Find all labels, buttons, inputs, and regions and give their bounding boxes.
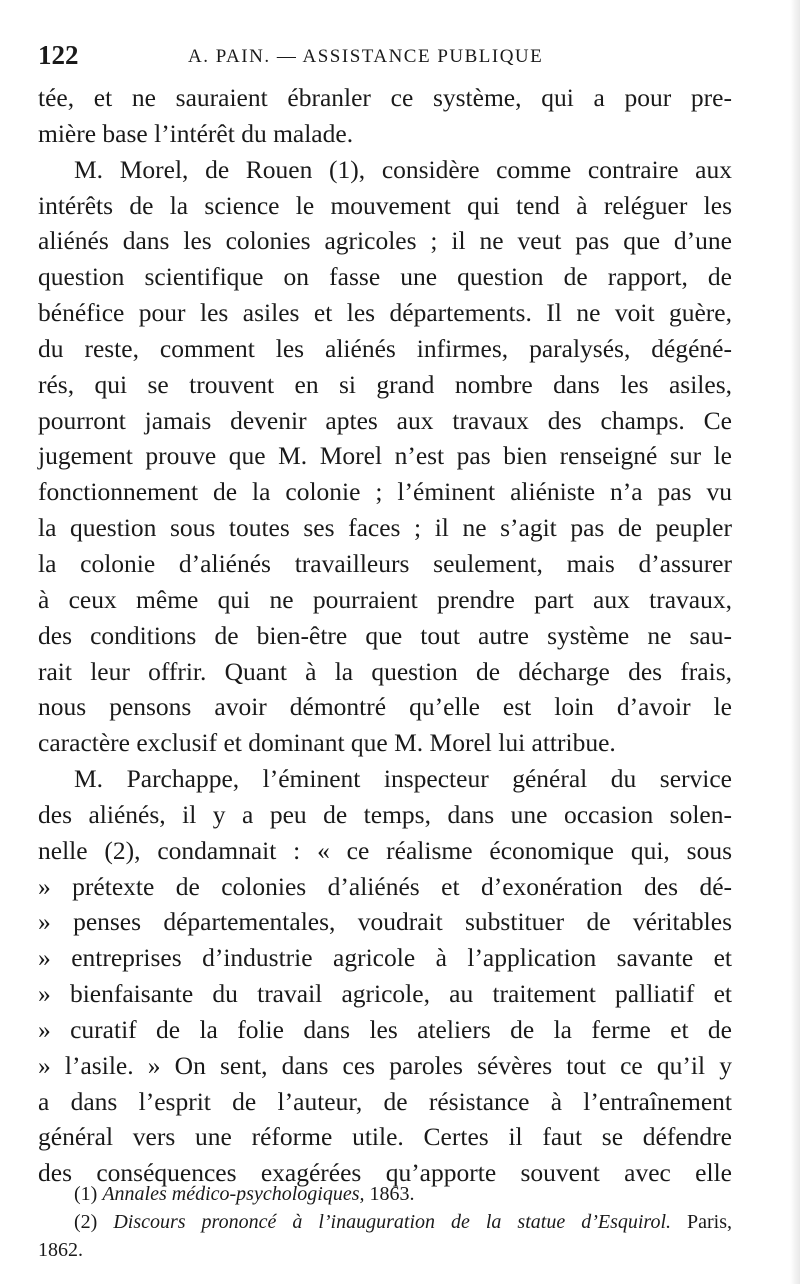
text-line: des conditions de bien-être que tout autre système ne sau- <box>38 620 732 650</box>
text-line: des conséquences exagérées qu’apporte souvent avec elle <box>38 1158 732 1188</box>
text-line: la colonie d’aliénés travailleurs seulement, mais d’assurer <box>38 548 732 578</box>
footnote-1 <box>38 1180 732 1208</box>
text-line: fonctionnement de la colonie ; l’éminent aliéniste n’a pas vu <box>38 477 732 507</box>
text-line: la question sous toutes ses faces ; il ne s’agit pas de peupler <box>38 513 732 543</box>
text-line: pourront jamais devenir aptes aux travaux des champs. Ce <box>38 405 732 435</box>
text-line: des aliénés, il y a peu de temps, dans une occasion solen- <box>38 799 732 829</box>
text-line: bénéfice pour les asiles et les départements. Il ne voit guère, <box>38 298 732 328</box>
footnote-2-continuation <box>38 1236 732 1264</box>
text-line: » l’asile. » On sent, dans ces paroles sévères tout ce qu’il y <box>38 1050 732 1080</box>
text-line: nous pensons avoir démontré qu’elle est loin d’avoir le <box>38 692 732 722</box>
text-line: M. Parchappe, l’éminent inspecteur général du service <box>74 764 732 794</box>
text-line: caractère exclusif et dominant que M. Morel lui attribue. <box>38 728 616 758</box>
running-head: A. PAIN. — ASSISTANCE PUBLIQUE <box>188 46 544 67</box>
body-text <box>38 80 732 1191</box>
text-line: » penses départementales, voudrait substituer de véritables <box>38 907 732 937</box>
footnote-title: Discours prononcé à l’inauguration de la statue d’Esquirol. <box>113 1211 672 1233</box>
footnote-title: Annales médico-psychologiques, <box>102 1183 365 1205</box>
text-line: » prétexte de colonies d’aliénés et d’exonération des dé- <box>38 871 732 901</box>
text-line: » bienfaisante du travail agricole, au traitement palliatif et <box>38 979 732 1009</box>
text-line: du reste, comment les aliénés infirmes, paralysés, dégéné- <box>38 333 732 363</box>
footnote-place: Paris, <box>687 1211 733 1233</box>
footnote-marker: (1) <box>74 1183 98 1205</box>
text-line: à ceux même qui ne pourraient prendre part aux travaux, <box>38 584 732 614</box>
page-number: 122 <box>38 40 79 70</box>
text-line: tée, et ne sauraient ébranler ce système, qui a pour pre- <box>38 83 732 112</box>
text-line: aliénés dans les colonies agricoles ; il ne veut pas que d’une <box>38 226 732 256</box>
text-line: » entreprises d’industrie agricole à l’application savante et <box>38 943 732 973</box>
text-line: » curatif de la folie dans les ateliers de la ferme et de <box>38 1014 732 1044</box>
text-line: nelle (2), condamnait : « ce réalisme économique qui, sous <box>38 835 732 865</box>
text-line: rait leur offrir. Quant à la question de décharge des frais, <box>38 656 732 686</box>
text-line: mière base l’intérêt du malade. <box>38 118 354 148</box>
text-line: question scientifique on fasse une question de rapport, de <box>38 262 732 292</box>
page-header <box>38 40 738 74</box>
page-edge-shadow <box>790 0 800 1284</box>
text-line: rés, qui se trouvent en si grand nombre dans les asiles, <box>38 369 732 399</box>
footnote-2 <box>38 1208 732 1236</box>
footnote-year: 1862. <box>38 1239 83 1261</box>
text-line: intérêts de la science le mouvement qui tend à reléguer les <box>38 190 732 220</box>
footnote-year: 1863. <box>369 1183 415 1205</box>
text-line: jugement prouve que M. Morel n’est pas bien renseigné sur le <box>38 441 732 471</box>
text-line: a dans l’esprit de l’auteur, de résistance à l’entraînement <box>38 1086 732 1116</box>
footnotes <box>38 1180 732 1264</box>
text-line: M. Morel, de Rouen (1), considère comme contraire aux <box>74 154 732 184</box>
footnote-marker: (2) <box>74 1211 98 1233</box>
text-line: général vers une réforme utile. Certes il faut se défendre <box>38 1122 732 1152</box>
